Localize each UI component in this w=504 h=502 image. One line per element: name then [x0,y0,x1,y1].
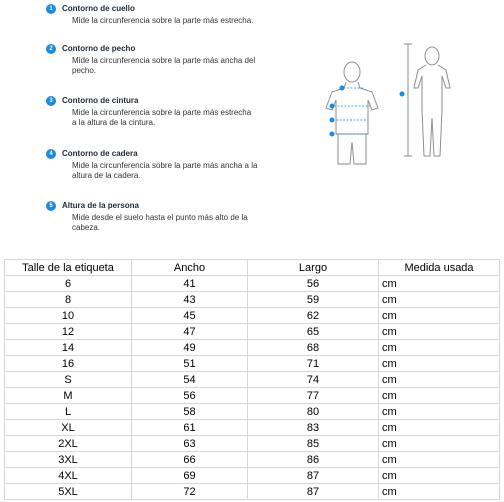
table-row [5,452,500,468]
unit-cell: cm [379,356,500,372]
table-row [5,420,500,436]
length-cell: 62 [248,308,379,324]
table-header-row [5,260,500,276]
length-cell: 74 [248,372,379,388]
step-number-badge: 3 [46,96,56,106]
size-cell: 12 [5,324,132,340]
unit-cell: cm [379,340,500,356]
width-cell: 51 [132,356,248,372]
size-cell: 10 [5,308,132,324]
body-measurement-illustration [320,38,460,168]
unit-cell: cm [379,468,500,484]
unit-cell: cm [379,404,500,420]
unit-cell: cm [379,372,500,388]
width-cell: 72 [132,484,248,500]
width-cell: 69 [132,468,248,484]
step-title: Contorno de cintura [62,96,139,105]
step-title: Contorno de pecho [62,44,136,53]
width-cell: 49 [132,340,248,356]
unit-cell: cm [379,292,500,308]
unit-cell: cm [379,324,500,340]
table-row [5,468,500,484]
table-row [5,436,500,452]
width-cell: 43 [132,292,248,308]
width-cell: 41 [132,276,248,292]
table-row [5,308,500,324]
width-cell: 58 [132,404,248,420]
measurement-lines [334,88,370,134]
size-cell: S [5,372,132,388]
table-row [5,324,500,340]
length-cell: 80 [248,404,379,420]
step-description: Mide la circunferencia sobre la parte más estrecha. [72,16,254,25]
table-row [5,484,500,500]
length-cell: 87 [248,484,379,500]
table-row [5,276,500,292]
step-description: Mide desde el suelo hasta el punto más alto de la cabeza. [72,213,248,232]
size-table [4,259,500,500]
width-cell: 45 [132,308,248,324]
step-hip [49,149,288,181]
size-cell: L [5,404,132,420]
measurement-markers [330,86,405,137]
table-row [5,388,500,404]
step-height [49,201,288,233]
step-description: Mide la circunferencia sobre la parte más ancha a la altura de la cadera. [72,161,258,180]
column-header-size: Talle de la etiqueta [5,260,132,276]
width-cell: 47 [132,324,248,340]
unit-cell: cm [379,276,500,292]
step-neck [49,4,288,26]
step-chest [49,44,288,76]
unit-cell: cm [379,452,500,468]
column-header-unit: Medida usada [379,260,500,276]
step-number-badge: 2 [46,44,56,54]
length-cell: 56 [248,276,379,292]
size-cell: 3XL [5,452,132,468]
table-row [5,356,500,372]
unit-cell: cm [379,420,500,436]
size-cell: XL [5,420,132,436]
size-cell: M [5,388,132,404]
size-cell: 14 [5,340,132,356]
step-number-badge: 1 [46,4,56,14]
length-cell: 68 [248,340,379,356]
unit-cell: cm [379,436,500,452]
length-cell: 83 [248,420,379,436]
unit-cell: cm [379,388,500,404]
size-cell: 8 [5,292,132,308]
width-cell: 66 [132,452,248,468]
length-cell: 85 [248,436,379,452]
width-cell: 56 [132,388,248,404]
length-cell: 77 [248,388,379,404]
step-description: Mide la circunferencia sobre la parte más ancha del pecho. [72,56,256,75]
width-cell: 54 [132,372,248,388]
table-row [5,404,500,420]
step-description: Mide la circunferencia sobre la parte más estrecha a la altura de la cintura. [72,108,252,127]
size-cell: 2XL [5,436,132,452]
table-row [5,372,500,388]
step-title: Altura de la persona [62,201,139,210]
side-figure [404,44,450,156]
step-title: Contorno de cadera [62,149,138,158]
length-cell: 86 [248,452,379,468]
front-figure [326,62,378,164]
length-cell: 59 [248,292,379,308]
size-cell: 5XL [5,484,132,500]
size-cell: 16 [5,356,132,372]
step-number-badge: 4 [46,149,56,159]
unit-cell: cm [379,484,500,500]
table-row [5,340,500,356]
width-cell: 63 [132,436,248,452]
length-cell: 71 [248,356,379,372]
step-title: Contorno de cuello [62,4,135,13]
length-cell: 65 [248,324,379,340]
column-header-width: Ancho [132,260,248,276]
length-cell: 87 [248,468,379,484]
unit-cell: cm [379,308,500,324]
size-cell: 6 [5,276,132,292]
step-waist [49,96,288,128]
column-header-length: Largo [248,260,379,276]
width-cell: 61 [132,420,248,436]
size-cell: 4XL [5,468,132,484]
table-row [5,292,500,308]
step-number-badge: 5 [46,201,56,211]
